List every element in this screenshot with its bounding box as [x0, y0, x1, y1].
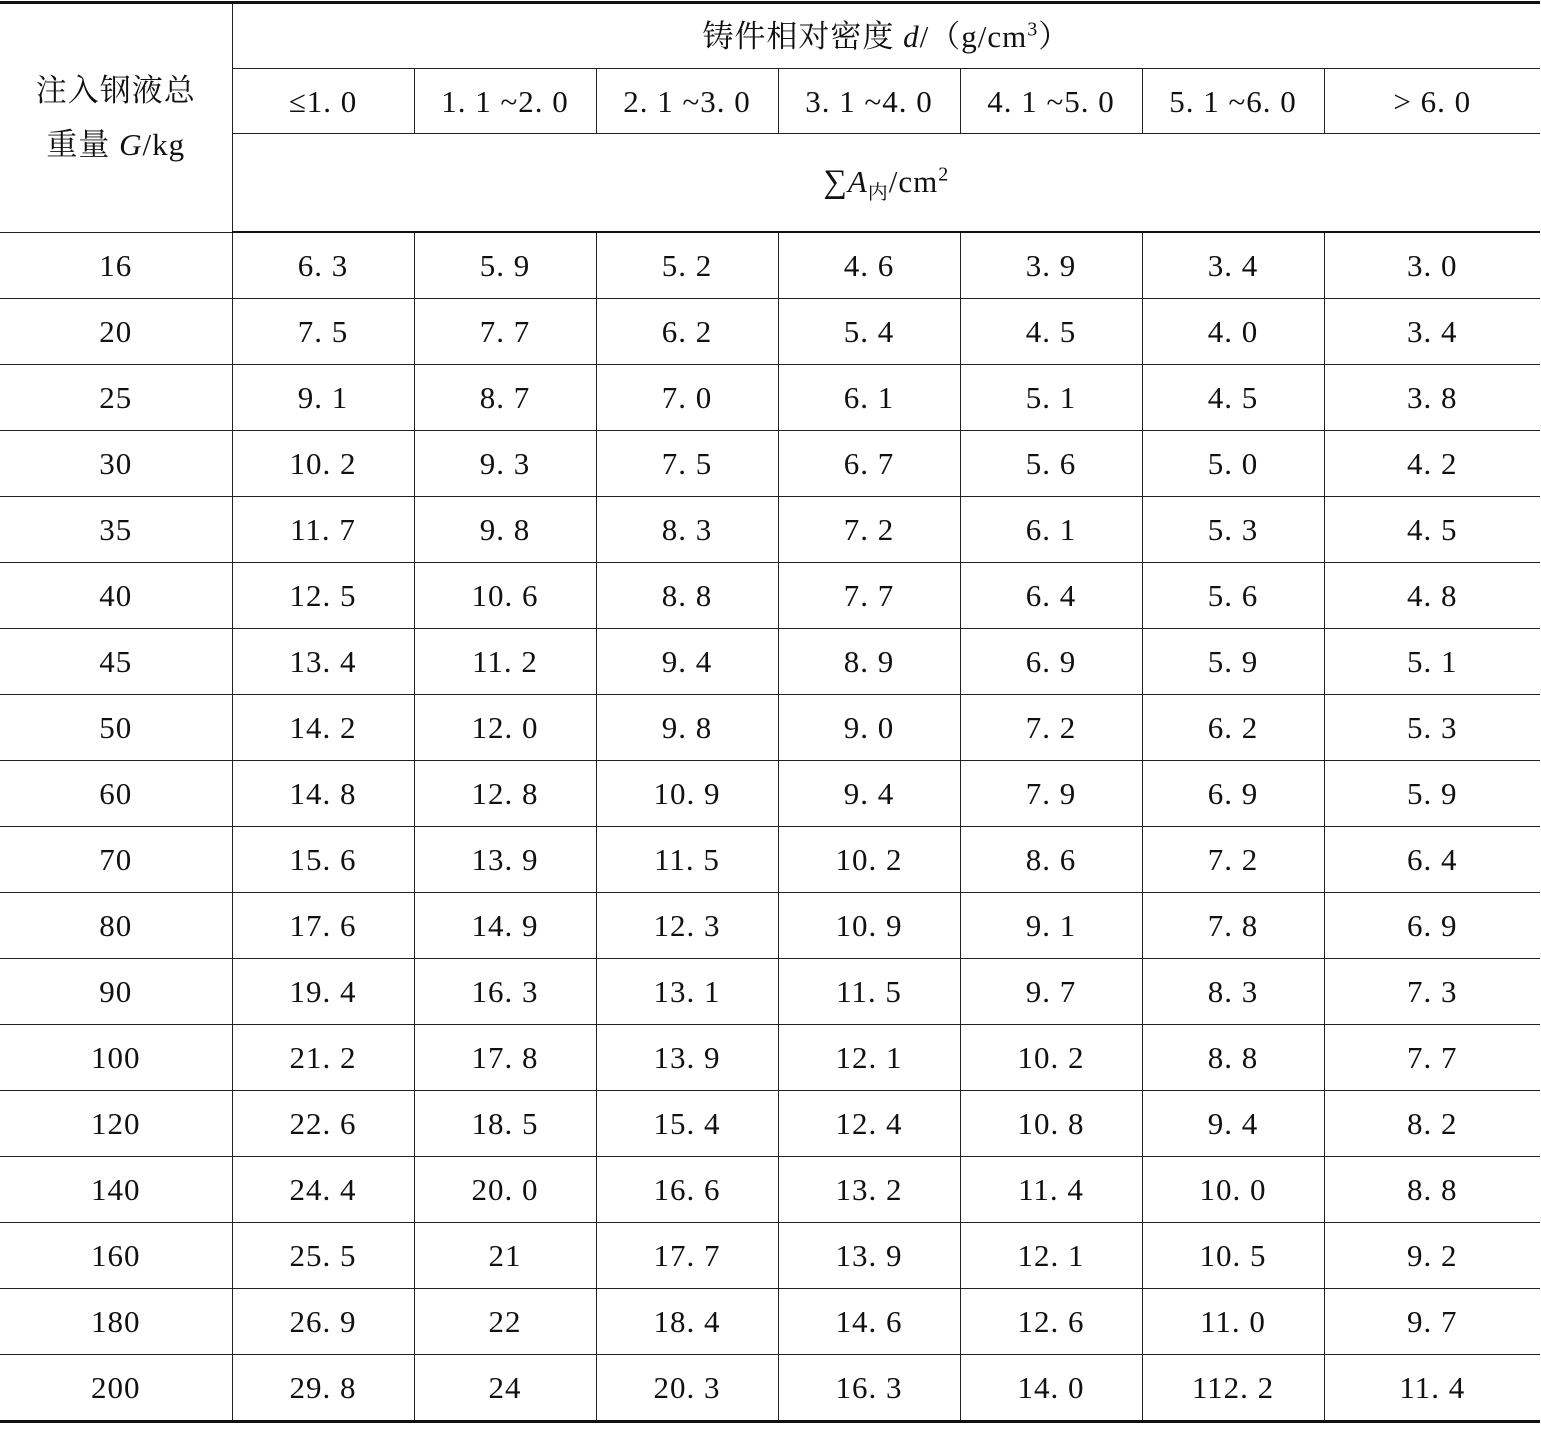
weight-cell: 30: [0, 431, 232, 497]
area-value-cell: 20. 3: [596, 1355, 778, 1422]
area-value-cell: 3. 4: [1324, 299, 1540, 365]
area-value-cell: 18. 5: [414, 1091, 596, 1157]
area-value-cell: 9. 0: [778, 695, 960, 761]
area-value-cell: 16. 3: [778, 1355, 960, 1422]
area-value-cell: 5. 6: [960, 431, 1142, 497]
area-value-cell: 4. 0: [1142, 299, 1324, 365]
density-range-cell: 1. 1 ~2. 0: [414, 69, 596, 134]
density-range-cell: 3. 1 ~4. 0: [778, 69, 960, 134]
area-value-cell: 21: [414, 1223, 596, 1289]
area-value-cell: 18. 4: [596, 1289, 778, 1355]
area-value-cell: 7. 7: [778, 563, 960, 629]
area-value-cell: 5. 6: [1142, 563, 1324, 629]
area-value-cell: 12. 3: [596, 893, 778, 959]
area-value-cell: 3. 8: [1324, 365, 1540, 431]
area-value-cell: 29. 8: [232, 1355, 414, 1422]
area-value-cell: 11. 4: [1324, 1355, 1540, 1422]
weight-cell: 160: [0, 1223, 232, 1289]
area-value-cell: 24. 4: [232, 1157, 414, 1223]
table-row: [0, 1025, 1540, 1091]
area-value-cell: 6. 1: [960, 497, 1142, 563]
table-row: [0, 1091, 1540, 1157]
area-value-cell: 7. 0: [596, 365, 778, 431]
area-value-cell: 7. 3: [1324, 959, 1540, 1025]
area-value-cell: 5. 9: [1324, 761, 1540, 827]
area-value-cell: 14. 2: [232, 695, 414, 761]
area-value-cell: 15. 6: [232, 827, 414, 893]
area-value-cell: 8. 8: [1142, 1025, 1324, 1091]
density-group-header: [232, 3, 1540, 69]
weight-cell: 90: [0, 959, 232, 1025]
density-unit-superscript: 3: [1027, 18, 1039, 41]
area-value-cell: 16. 6: [596, 1157, 778, 1223]
area-value-cell: 12. 5: [232, 563, 414, 629]
area-value-cell: 14. 8: [232, 761, 414, 827]
area-value-cell: 12. 4: [778, 1091, 960, 1157]
area-value-cell: 8. 7: [414, 365, 596, 431]
area-variable: A: [847, 164, 868, 199]
area-value-cell: 6. 1: [778, 365, 960, 431]
area-value-cell: 112. 2: [1142, 1355, 1324, 1422]
area-value-cell: 7. 2: [1142, 827, 1324, 893]
area-value-cell: 14. 6: [778, 1289, 960, 1355]
area-value-cell: 11. 2: [414, 629, 596, 695]
area-value-cell: 6. 2: [1142, 695, 1324, 761]
gate-area-table: [0, 1, 1540, 1423]
area-value-cell: 10. 6: [414, 563, 596, 629]
area-value-cell: 8. 6: [960, 827, 1142, 893]
weight-cell: 50: [0, 695, 232, 761]
row-header-variable: G: [119, 126, 143, 162]
area-value-cell: 4. 5: [1142, 365, 1324, 431]
table-row: [0, 1355, 1540, 1422]
area-label-cell: [232, 134, 1540, 233]
area-value-cell: 4. 5: [1324, 497, 1540, 563]
area-value-cell: 6. 9: [1142, 761, 1324, 827]
area-value-cell: 9. 8: [414, 497, 596, 563]
weight-cell: 100: [0, 1025, 232, 1091]
weight-cell: 16: [0, 232, 232, 299]
density-unit-open: /（g/cm: [919, 18, 1028, 54]
area-value-cell: 5. 1: [1324, 629, 1540, 695]
area-value-cell: 7. 2: [778, 497, 960, 563]
row-header-line1: 注入钢液总: [35, 72, 196, 108]
table-row: [0, 1289, 1540, 1355]
area-value-cell: 13. 1: [596, 959, 778, 1025]
area-value-cell: 11. 5: [596, 827, 778, 893]
area-value-cell: 17. 8: [414, 1025, 596, 1091]
area-value-cell: 6. 9: [960, 629, 1142, 695]
table-row: [0, 365, 1540, 431]
table-row: [0, 563, 1540, 629]
area-value-cell: 3. 9: [960, 232, 1142, 299]
area-value-cell: 9. 4: [1142, 1091, 1324, 1157]
area-value-cell: 8. 3: [596, 497, 778, 563]
area-unit: /cm: [888, 164, 939, 199]
area-value-cell: 5. 3: [1324, 695, 1540, 761]
area-value-cell: 22: [414, 1289, 596, 1355]
table-row: [0, 497, 1540, 563]
table-row: [0, 827, 1540, 893]
area-value-cell: 8. 2: [1324, 1091, 1540, 1157]
area-value-cell: 17. 7: [596, 1223, 778, 1289]
area-value-cell: 12. 6: [960, 1289, 1142, 1355]
area-value-cell: 12. 1: [778, 1025, 960, 1091]
area-value-cell: 7. 7: [1324, 1025, 1540, 1091]
weight-cell: 70: [0, 827, 232, 893]
table-row: [0, 959, 1540, 1025]
density-range-cell: 5. 1 ~6. 0: [1142, 69, 1324, 134]
area-value-cell: 6. 4: [1324, 827, 1540, 893]
area-value-cell: 22. 6: [232, 1091, 414, 1157]
table-row: [0, 1157, 1540, 1223]
area-value-cell: 4. 5: [960, 299, 1142, 365]
weight-cell: 35: [0, 497, 232, 563]
area-unit-superscript: 2: [938, 163, 950, 186]
table-row: [0, 232, 1540, 299]
area-value-cell: 12. 8: [414, 761, 596, 827]
area-value-cell: 11. 7: [232, 497, 414, 563]
area-value-cell: 19. 4: [232, 959, 414, 1025]
area-value-cell: 20. 0: [414, 1157, 596, 1223]
area-value-cell: 6. 7: [778, 431, 960, 497]
area-value-cell: 16. 3: [414, 959, 596, 1025]
area-value-cell: 8. 8: [596, 563, 778, 629]
weight-cell: 25: [0, 365, 232, 431]
area-value-cell: 4. 8: [1324, 563, 1540, 629]
area-value-cell: 9. 7: [960, 959, 1142, 1025]
area-value-cell: 14. 9: [414, 893, 596, 959]
table-row: [0, 761, 1540, 827]
area-value-cell: 8. 3: [1142, 959, 1324, 1025]
area-value-cell: 11. 5: [778, 959, 960, 1025]
table-row: [0, 299, 1540, 365]
weight-cell: 40: [0, 563, 232, 629]
area-value-cell: 13. 9: [778, 1223, 960, 1289]
area-value-cell: 15. 4: [596, 1091, 778, 1157]
area-value-cell: 24: [414, 1355, 596, 1422]
area-value-cell: 6. 2: [596, 299, 778, 365]
area-value-cell: 7. 2: [960, 695, 1142, 761]
area-value-cell: 5. 3: [1142, 497, 1324, 563]
area-value-cell: 7. 5: [232, 299, 414, 365]
area-value-cell: 3. 4: [1142, 232, 1324, 299]
area-value-cell: 7. 5: [596, 431, 778, 497]
header-row-group: [0, 3, 1540, 69]
area-value-cell: 9. 4: [596, 629, 778, 695]
area-value-cell: 12. 0: [414, 695, 596, 761]
area-value-cell: 9. 8: [596, 695, 778, 761]
area-value-cell: 5. 4: [778, 299, 960, 365]
weight-cell: 180: [0, 1289, 232, 1355]
weight-cell: 60: [0, 761, 232, 827]
area-value-cell: 10. 5: [1142, 1223, 1324, 1289]
area-value-cell: 25. 5: [232, 1223, 414, 1289]
area-value-cell: 11. 0: [1142, 1289, 1324, 1355]
area-value-cell: 10. 9: [596, 761, 778, 827]
area-value-cell: 13. 2: [778, 1157, 960, 1223]
table-row: [0, 893, 1540, 959]
density-range-cell: 2. 1 ~3. 0: [596, 69, 778, 134]
weight-cell: 45: [0, 629, 232, 695]
area-value-cell: 9. 3: [414, 431, 596, 497]
table-row: [0, 431, 1540, 497]
density-range-cell: > 6. 0: [1324, 69, 1540, 134]
table-row: [0, 695, 1540, 761]
weight-cell: 140: [0, 1157, 232, 1223]
area-value-cell: 10. 2: [778, 827, 960, 893]
weight-cell: 200: [0, 1355, 232, 1422]
area-value-cell: 7. 9: [960, 761, 1142, 827]
area-value-cell: 9. 2: [1324, 1223, 1540, 1289]
table-row: [0, 1223, 1540, 1289]
area-value-cell: 8. 8: [1324, 1157, 1540, 1223]
area-value-cell: 14. 0: [960, 1355, 1142, 1422]
table-body: [0, 3, 1540, 1422]
area-value-cell: 7. 8: [1142, 893, 1324, 959]
area-value-cell: 10. 2: [232, 431, 414, 497]
area-value-cell: 5. 9: [1142, 629, 1324, 695]
sum-symbol: ∑: [823, 164, 848, 200]
area-value-cell: 7. 7: [414, 299, 596, 365]
area-value-cell: 9. 1: [232, 365, 414, 431]
weight-cell: 20: [0, 299, 232, 365]
area-value-cell: 13. 4: [232, 629, 414, 695]
area-value-cell: 8. 9: [778, 629, 960, 695]
density-title-prefix: 铸件相对密度: [702, 18, 904, 54]
area-value-cell: 4. 2: [1324, 431, 1540, 497]
density-unit-close: ）: [1038, 18, 1071, 54]
area-value-cell: 4. 6: [778, 232, 960, 299]
density-variable: d: [903, 18, 920, 54]
table-row: [0, 629, 1540, 695]
area-value-cell: 9. 4: [778, 761, 960, 827]
weight-cell: 120: [0, 1091, 232, 1157]
area-value-cell: 5. 2: [596, 232, 778, 299]
area-value-cell: 5. 0: [1142, 431, 1324, 497]
area-value-cell: 10. 0: [1142, 1157, 1324, 1223]
area-value-cell: 26. 9: [232, 1289, 414, 1355]
density-range-cell: ≤1. 0: [232, 69, 414, 134]
area-value-cell: 17. 6: [232, 893, 414, 959]
area-value-cell: 10. 9: [778, 893, 960, 959]
area-value-cell: 9. 7: [1324, 1289, 1540, 1355]
row-header-unit: /kg: [142, 126, 186, 162]
area-value-cell: 6. 9: [1324, 893, 1540, 959]
area-value-cell: 3. 0: [1324, 232, 1540, 299]
area-value-cell: 5. 9: [414, 232, 596, 299]
row-header-line2-prefix: 重量: [46, 126, 120, 162]
area-value-cell: 10. 2: [960, 1025, 1142, 1091]
area-subscript: 内: [867, 182, 889, 205]
area-value-cell: 10. 8: [960, 1091, 1142, 1157]
density-range-cell: 4. 1 ~5. 0: [960, 69, 1142, 134]
area-value-cell: 13. 9: [414, 827, 596, 893]
area-value-cell: 11. 4: [960, 1157, 1142, 1223]
area-value-cell: 12. 1: [960, 1223, 1142, 1289]
area-value-cell: 9. 1: [960, 893, 1142, 959]
area-value-cell: 6. 3: [232, 232, 414, 299]
area-value-cell: 21. 2: [232, 1025, 414, 1091]
area-value-cell: 13. 9: [596, 1025, 778, 1091]
row-header-label: [0, 64, 232, 173]
area-value-cell: 5. 1: [960, 365, 1142, 431]
area-value-cell: 6. 4: [960, 563, 1142, 629]
weight-cell: 80: [0, 893, 232, 959]
row-header-cell: [0, 3, 232, 233]
